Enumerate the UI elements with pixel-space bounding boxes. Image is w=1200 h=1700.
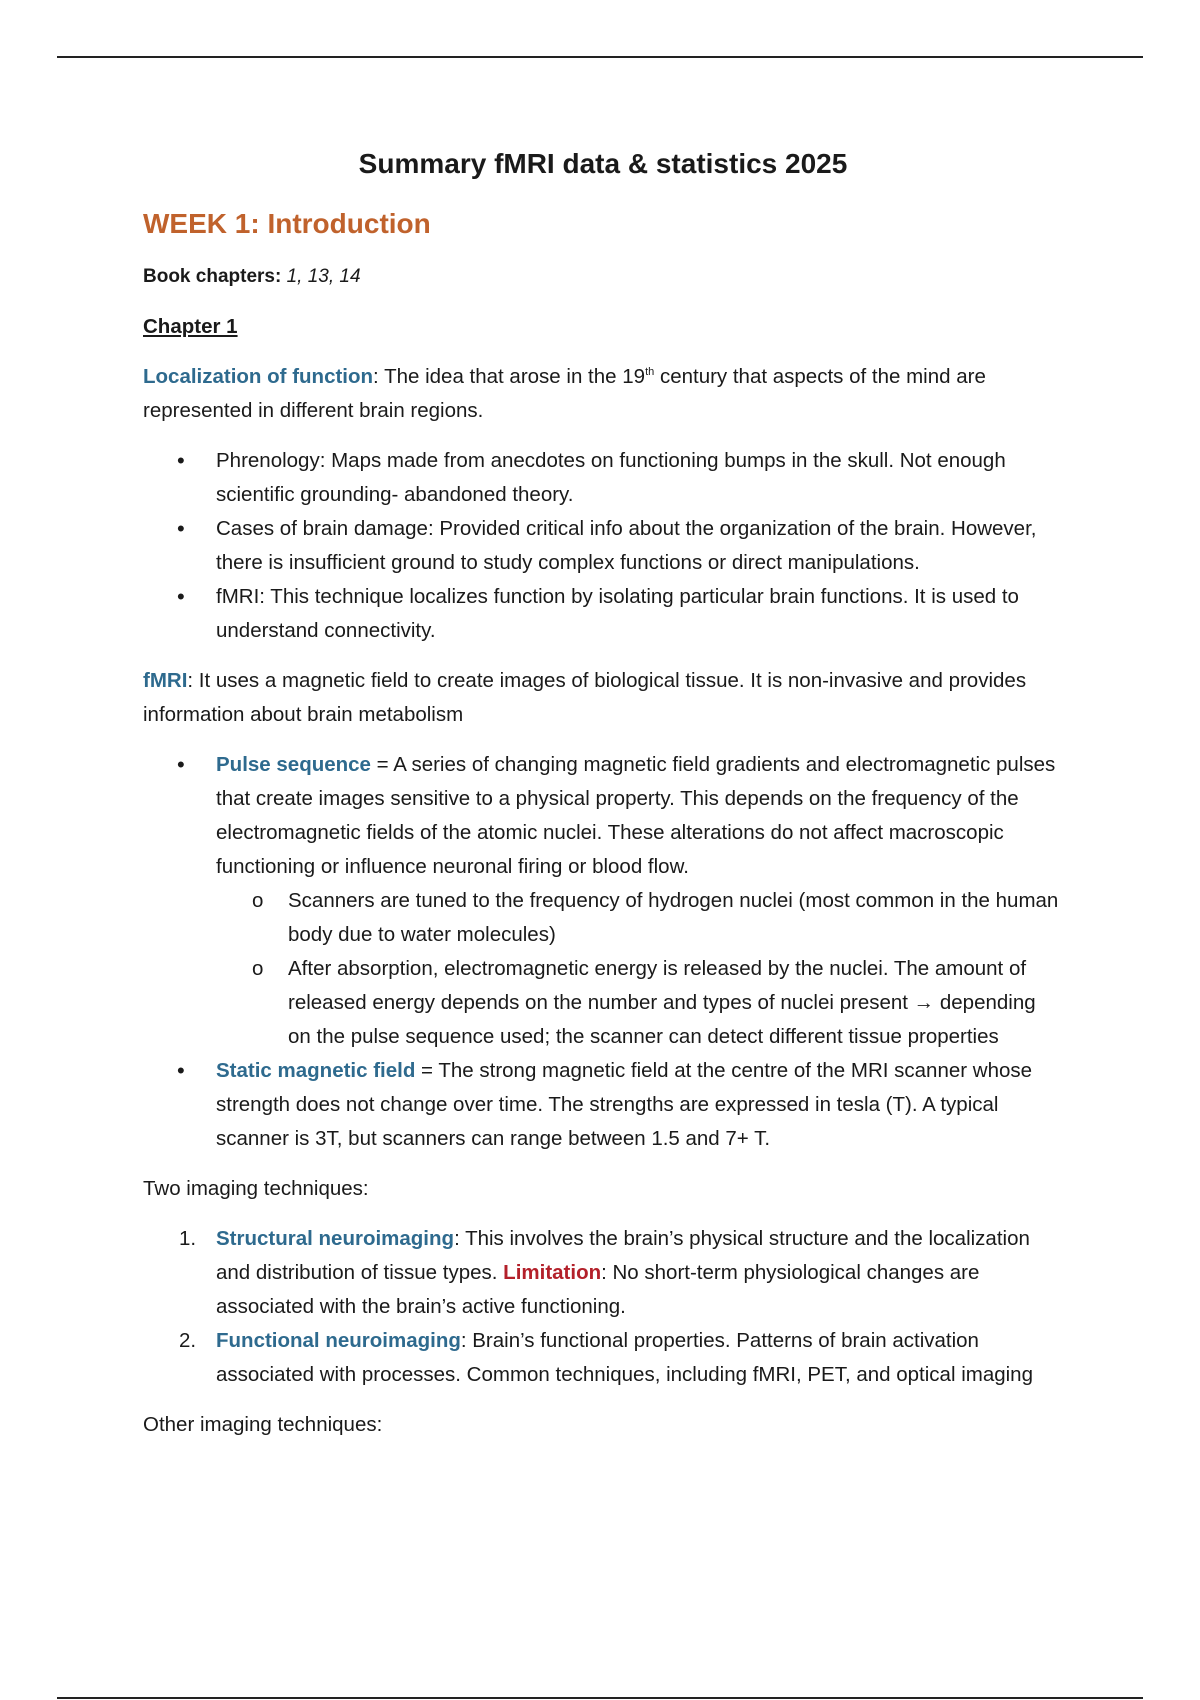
techniques-list [143, 1222, 1063, 1392]
chapter-heading: Chapter 1 [143, 315, 238, 338]
localization-list [143, 444, 1063, 648]
document-title: Summary fMRI data & statistics 2025 [358, 148, 848, 179]
week-heading: WEEK 1: Introduction [143, 208, 431, 239]
static-field-term: Static magnetic field [216, 1059, 416, 1082]
book-chapters-label: Book chapters: [143, 266, 282, 287]
list-item: • Cases of brain damage: Provided critical info about the organization of the brain. However, there is insufficient ground to study complex functions or direct manipulations. [143, 512, 1063, 580]
item-number: 1. [179, 1227, 197, 1250]
list-item: • fMRI: This technique localizes function by isolating particular brain functions. It is used to understand connectivity. [143, 580, 1063, 648]
static-field-text: = The strong magnetic field at the centre of the MRI scanner whose strength does not change over time. The strengths are expressed in tesla (T). A typical scanner is 3T, but scanners can range between 1.5 and 7+ T. [216, 1059, 1033, 1150]
item-number: 2. [179, 1329, 197, 1352]
two-techniques-intro: Two imaging techniques: [143, 1177, 369, 1200]
pulse-sequence-term: Pulse sequence [216, 753, 371, 776]
sub-list-item: o Scanners are tuned to the frequency of hydrogen nuclei (most common in the human body due to water molecules) [143, 884, 1063, 952]
fmri-text: : It uses a magnetic field to create images of biological tissue. It is non-invasive and provides information about brain metabolism [143, 669, 1027, 726]
footer-rule [57, 1697, 1143, 1699]
localization-sup: th [645, 366, 655, 379]
fmri-paragraph [143, 664, 1063, 732]
structural-text: : This involves the brain’s physical structure and the localization and distribution of tissue types. [216, 1227, 1030, 1284]
localization-text-a: : The idea that arose in the 19 [373, 365, 646, 388]
sub-list-item: o After absorption, electromagnetic energy is released by the nuclei. The amount of released energy depends on the number and types of nuclei present → depending on the pulse sequence used; the scanner can detect different tissue properties [143, 952, 1063, 1054]
limitation-label: Limitation [503, 1261, 602, 1284]
list-item [143, 1222, 1063, 1324]
fmri-list [143, 748, 1063, 1156]
document-page [143, 130, 1063, 1458]
list-item [143, 1324, 1063, 1392]
structural-term: Structural neuroimaging [216, 1227, 455, 1250]
fmri-term: fMRI [143, 669, 188, 692]
functional-text: : Brain’s functional properties. Patterns of brain activation associated with processes. Common techniques, including fMRI, PET, and optical imaging [216, 1329, 1033, 1386]
pulse-sublist [216, 884, 1063, 1054]
structural-text-2: : No short-term physiological changes are associated with the brain’s active functioning. [216, 1261, 980, 1318]
localization-text-b: century that aspects of the mind are represented in different brain regions. [143, 365, 986, 422]
pulse-sequence-item [143, 748, 1063, 1054]
pulse-sequence-text: = A series of changing magnetic field gradients and electromagnetic pulses that create images sensitive to a physical property. This depends on the frequency of the electromagnetic fields of the atomic nuclei. These alterations do not affect macroscopic functioning or influence neuronal firing or blood flow. [216, 753, 1056, 878]
list-item: • Phrenology: Maps made from anecdotes on functioning bumps in the skull. Not enough scientific grounding- abandoned theory. [143, 444, 1063, 512]
static-field-item [143, 1054, 1063, 1156]
functional-term: Functional neuroimaging [216, 1329, 461, 1352]
localization-term: Localization of function [143, 365, 374, 388]
book-chapters [143, 260, 1063, 294]
localization-paragraph [143, 360, 1063, 428]
book-chapters-value: 1, 13, 14 [286, 266, 361, 287]
header-rule [57, 56, 1143, 58]
other-techniques-intro: Other imaging techniques: [143, 1413, 383, 1436]
